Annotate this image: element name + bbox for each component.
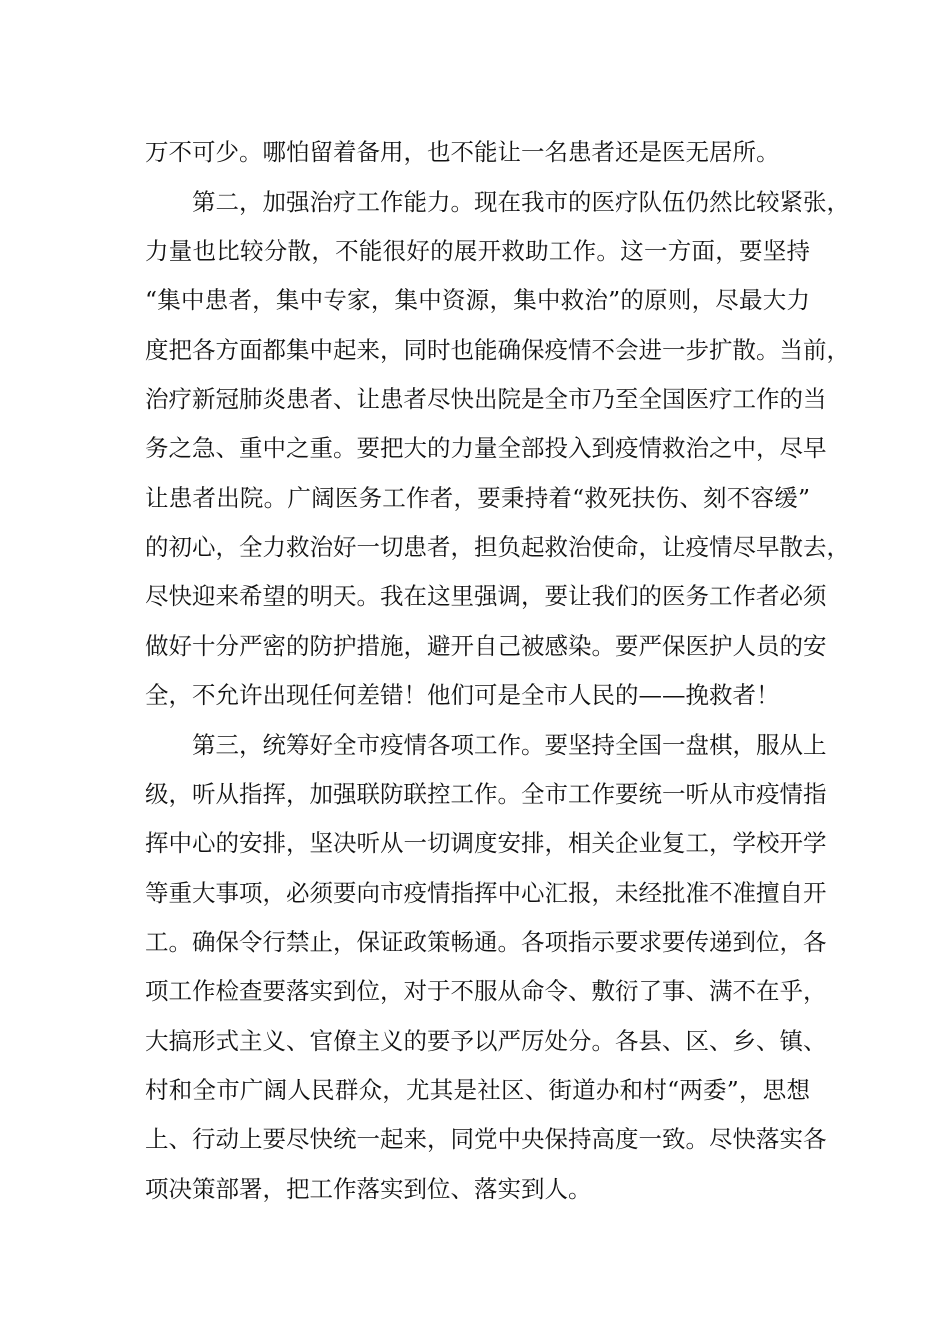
text-line: 尽快迎来希望的明天。我在这里强调，要让我们的医务工作者必须	[145, 582, 827, 610]
text-line: 项决策部署，把工作落实到位、落实到人。	[145, 1175, 592, 1203]
text-line: 让患者出院。广阔医务工作者，要秉持着“救死扶伤、刻不容缓”	[145, 484, 810, 512]
text-line: “集中患者，集中专家，集中资源，集中救治”的原则，尽最大力	[145, 286, 810, 314]
text-line: 的初心，全力救治好一切患者，担负起救治使命，让疫情尽早散去，	[145, 533, 850, 561]
text-line: 度把各方面都集中起来，同时也能确保疫情不会进一步扩散。当前，	[145, 336, 850, 364]
text-line: 务之急、重中之重。要把大的力量全部投入到疫情救治之中，尽早	[145, 434, 827, 462]
text-line: 上、行动上要尽快统一起来，同党中央保持高度一致。尽快落实各	[145, 1125, 827, 1153]
text-line: 村和全市广阔人民群众，尤其是社区、街道办和村“两委”，思想	[145, 1076, 810, 1104]
text-line: 项工作检查要落实到位，对于不服从命令、敷衍了事、满不在乎，	[145, 977, 827, 1005]
text-line: 力量也比较分散，不能很好的展开救助工作。这一方面，要坚持	[145, 237, 810, 265]
paragraph-start-line: 第二，加强治疗工作能力。现在我市的医疗队伍仍然比较紧张，	[192, 188, 850, 216]
paragraph-start-line: 第三，统筹好全市疫情各项工作。要坚持全国一盘棋，服从上	[192, 731, 827, 759]
text-line: 等重大事项，必须要向市疫情指挥中心汇报，未经批准不准擅自开	[145, 879, 827, 907]
text-line: 级，听从指挥，加强联防联控工作。全市工作要统一听从市疫情指	[145, 780, 827, 808]
text-line: 工。确保令行禁止，保证政策畅通。各项指示要求要传递到位，各	[145, 928, 827, 956]
text-line: 挥中心的安排，坚决听从一切调度安排，相关企业复工，学校开学	[145, 829, 827, 857]
text-line: 大搞形式主义、官僚主义的要予以严厉处分。各县、区、乡、镇、	[145, 1027, 827, 1055]
text-line: 做好十分严密的防护措施，避开自己被感染。要严保医护人员的安	[145, 632, 827, 660]
text-line: 全，不允许出现任何差错！他们可是全市人民的——挽救者！	[145, 681, 780, 709]
text-line: 万不可少。哪怕留着备用，也不能让一名患者还是医无居所。	[145, 138, 780, 166]
text-line: 治疗新冠肺炎患者、让患者尽快出院是全市乃至全国医疗工作的当	[145, 385, 827, 413]
